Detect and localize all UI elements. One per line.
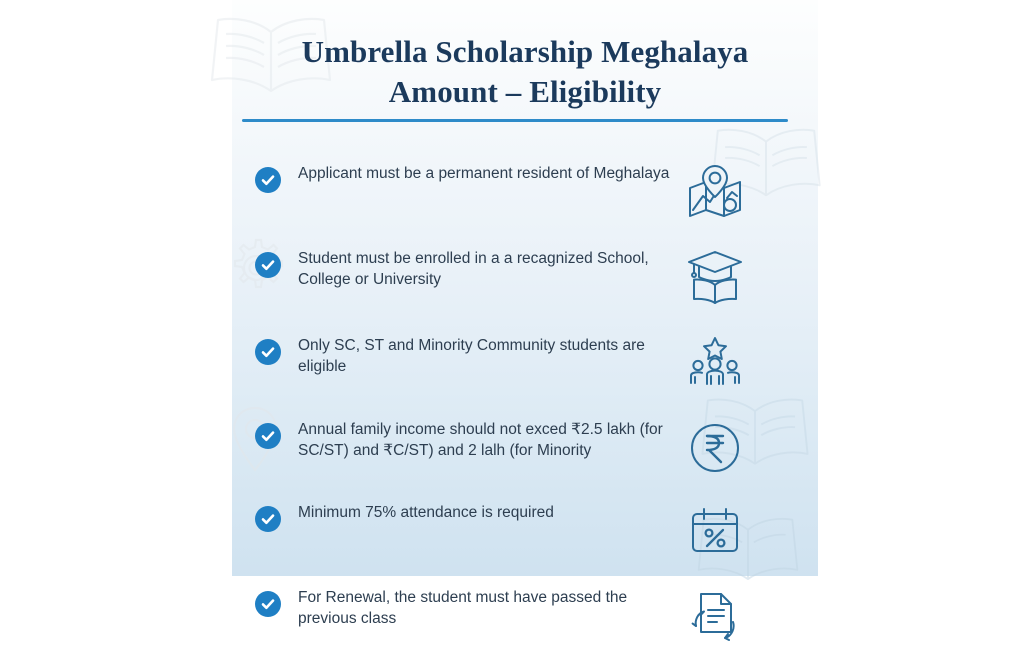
list-item [232,163,818,221]
list-item-label: Only SC, ST and Minority Community students are eligible [298,337,645,375]
list-item-label: Applicant must be a permanent resident of Meghalaya [298,165,670,182]
list-item-label: Student must be enrolled in a a recagnized School, College or University [298,250,649,288]
eligibility-card [232,0,818,627]
graduation-cap-book-icon [684,248,746,306]
list-item [232,335,818,393]
check-circle-icon [255,339,281,365]
rupee-circle-icon [684,419,746,477]
check-circle-icon [255,591,281,617]
check-circle-icon [255,506,281,532]
title-divider [242,119,788,122]
calendar-percent-icon [684,502,746,560]
list-item-label: Annual family income should not exced ₹2.5 lakh (for SC/ST) and ₹C/ST) and 2 lalh (for Minority [298,421,663,459]
list-item [232,587,818,645]
document-renew-icon [684,587,746,645]
check-circle-icon [255,252,281,278]
people-group-star-icon [684,335,746,393]
map-location-pin-icon [684,163,746,221]
list-item [232,248,818,306]
list-item [232,419,818,477]
page-title [232,32,818,112]
list-item-label: For Renewal, the student must have passed the previous class [298,589,628,627]
check-circle-icon [255,167,281,193]
page-title-line-2: Amount – Eligibility [388,74,662,109]
eligibility-list [232,163,818,645]
list-item [232,502,818,560]
page-title-line-1: Umbrella Scholarship Meghalaya [301,34,749,69]
check-circle-icon [255,423,281,449]
list-item-label: Minimum 75% attendance is required [298,504,554,521]
